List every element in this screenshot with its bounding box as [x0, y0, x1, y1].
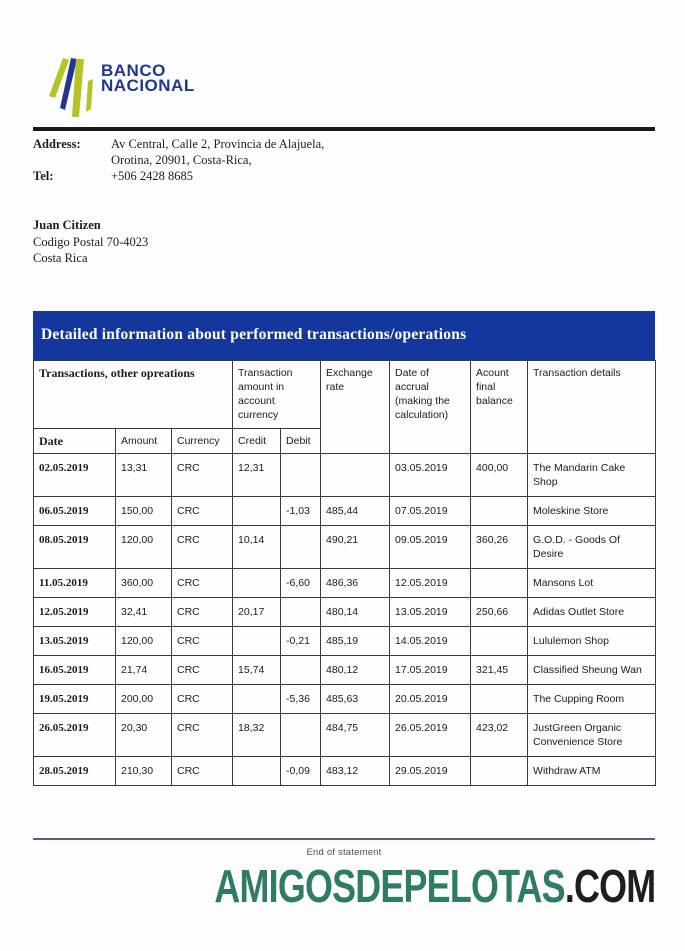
- cell-amount: 21,74: [116, 655, 172, 684]
- cell-date: 28.05.2019: [34, 756, 116, 785]
- cell-rate: 483,12: [321, 756, 390, 785]
- transactions-section: [33, 311, 655, 786]
- cell-credit: [233, 496, 281, 525]
- cell-currency: CRC: [172, 496, 233, 525]
- transaction-row: [34, 655, 656, 684]
- cell-debit: -1,03: [281, 496, 321, 525]
- cell-credit: 20,17: [233, 597, 281, 626]
- cell-rate: 480,14: [321, 597, 390, 626]
- transaction-row: [34, 756, 656, 785]
- header-currency: Currency: [172, 428, 233, 453]
- cell-accrual: 13.05.2019: [390, 597, 471, 626]
- cell-balance: 360,26: [471, 525, 528, 568]
- cell-date: 26.05.2019: [34, 713, 116, 756]
- cell-amount: 120,00: [116, 525, 172, 568]
- cell-date: 08.05.2019: [34, 525, 116, 568]
- header-amount: Amount: [116, 428, 172, 453]
- cell-amount: 200,00: [116, 684, 172, 713]
- cell-details: Withdraw ATM: [528, 756, 656, 785]
- cell-rate: [321, 453, 390, 496]
- watermark-brand-main: AMIGOSDEPELOTAS: [213, 859, 565, 912]
- cell-date: 02.05.2019: [34, 453, 116, 496]
- address-line2: Orotina, 20901, Costa-Rica,: [111, 153, 252, 167]
- cell-debit: -5,36: [281, 684, 321, 713]
- cell-balance: 423,02: [471, 713, 528, 756]
- cell-details: Moleskine Store: [528, 496, 656, 525]
- cell-debit: -0,21: [281, 626, 321, 655]
- transaction-row: [34, 597, 656, 626]
- recipient-address: Codigo Postal 70-4023: [33, 234, 149, 249]
- recipient-country: Costa Rica: [33, 251, 88, 265]
- cell-currency: CRC: [172, 568, 233, 597]
- footer-divider: [33, 838, 655, 840]
- cell-balance: [471, 756, 528, 785]
- cell-accrual: 29.05.2019: [390, 756, 471, 785]
- tel-value: +506 2428 8685: [111, 169, 194, 183]
- transaction-row: [34, 713, 656, 756]
- transaction-row: [34, 496, 656, 525]
- bank-logo-line1: BANCO: [101, 61, 166, 80]
- header-exchange-rate: Exchange rate: [321, 360, 390, 453]
- cell-debit: [281, 713, 321, 756]
- cell-balance: 321,45: [471, 655, 528, 684]
- cell-details: Classified Sheung Wan: [528, 655, 656, 684]
- cell-balance: 400,00: [471, 453, 528, 496]
- cell-currency: CRC: [172, 597, 233, 626]
- header-transactions: Transactions, other opreations: [34, 360, 233, 428]
- recipient-block: [33, 217, 655, 267]
- cell-currency: CRC: [172, 713, 233, 756]
- watermark-brand-suffix: .COM: [564, 859, 655, 912]
- cell-amount: 360,00: [116, 568, 172, 597]
- cell-rate: 490,21: [321, 525, 390, 568]
- transaction-row: [34, 626, 656, 655]
- cell-accrual: 26.05.2019: [390, 713, 471, 756]
- cell-credit: 12,31: [233, 453, 281, 496]
- cell-date: 19.05.2019: [34, 684, 116, 713]
- cell-details: G.O.D. - Goods Of Desire: [528, 525, 656, 568]
- cell-accrual: 03.05.2019: [390, 453, 471, 496]
- cell-rate: 485,19: [321, 626, 390, 655]
- address-spacer: [33, 152, 111, 168]
- cell-currency: CRC: [172, 453, 233, 496]
- cell-debit: [281, 597, 321, 626]
- cell-accrual: 17.05.2019: [390, 655, 471, 684]
- cell-balance: [471, 626, 528, 655]
- cell-rate: 485,63: [321, 684, 390, 713]
- cell-currency: CRC: [172, 756, 233, 785]
- cell-accrual: 09.05.2019: [390, 525, 471, 568]
- cell-currency: CRC: [172, 525, 233, 568]
- header-divider: [33, 127, 655, 131]
- watermark-brand: [33, 859, 655, 912]
- cell-accrual: 12.05.2019: [390, 568, 471, 597]
- cell-amount: 13,31: [116, 453, 172, 496]
- cell-amount: 150,00: [116, 496, 172, 525]
- cell-credit: [233, 568, 281, 597]
- cell-balance: [471, 496, 528, 525]
- bank-logo: [45, 54, 655, 120]
- transactions-table: [33, 360, 656, 786]
- bank-logo-text: [101, 54, 195, 93]
- address-line1: Av Central, Calle 2, Provincia de Alajuela,: [111, 137, 325, 151]
- cell-debit: [281, 525, 321, 568]
- cell-details: The Mandarin Cake Shop: [528, 453, 656, 496]
- cell-amount: 20,30: [116, 713, 172, 756]
- cell-debit: -0,09: [281, 756, 321, 785]
- transaction-row: [34, 684, 656, 713]
- cell-date: 12.05.2019: [34, 597, 116, 626]
- recipient-name: Juan Citizen: [33, 218, 101, 232]
- transaction-row: [34, 453, 656, 496]
- header-details: Transaction details: [528, 360, 656, 453]
- cell-amount: 32,41: [116, 597, 172, 626]
- cell-debit: -6,60: [281, 568, 321, 597]
- cell-credit: 15,74: [233, 655, 281, 684]
- group-header-row: [34, 360, 656, 428]
- cell-rate: 480,12: [321, 655, 390, 684]
- cell-accrual: 07.05.2019: [390, 496, 471, 525]
- cell-details: The Cupping Room: [528, 684, 656, 713]
- cell-date: 16.05.2019: [34, 655, 116, 684]
- cell-accrual: 14.05.2019: [390, 626, 471, 655]
- banco-nacional-logo-icon: [45, 54, 99, 118]
- header-debit: Debit: [281, 428, 321, 453]
- transaction-row: [34, 568, 656, 597]
- cell-date: 11.05.2019: [34, 568, 116, 597]
- cell-credit: [233, 626, 281, 655]
- transactions-tbody: [34, 453, 656, 785]
- cell-credit: [233, 756, 281, 785]
- cell-details: JustGreen Organic Convenience Store: [528, 713, 656, 756]
- cell-credit: 18,32: [233, 713, 281, 756]
- cell-currency: CRC: [172, 684, 233, 713]
- cell-credit: [233, 684, 281, 713]
- cell-details: Lululemon Shop: [528, 626, 656, 655]
- header-credit: Credit: [233, 428, 281, 453]
- transaction-row: [34, 525, 656, 568]
- cell-balance: 250,66: [471, 597, 528, 626]
- cell-rate: 485,44: [321, 496, 390, 525]
- cell-currency: CRC: [172, 655, 233, 684]
- cell-details: Adidas Outlet Store: [528, 597, 656, 626]
- cell-currency: CRC: [172, 626, 233, 655]
- cell-amount: 210,30: [116, 756, 172, 785]
- cell-date: 06.05.2019: [34, 496, 116, 525]
- address-label: Address:: [33, 137, 81, 151]
- table-title-bar: Detailed information about performed transactions/operations: [33, 311, 655, 360]
- cell-rate: 484,75: [321, 713, 390, 756]
- cell-debit: [281, 453, 321, 496]
- cell-details: Mansons Lot: [528, 568, 656, 597]
- bank-contact-block: [33, 136, 655, 184]
- cell-credit: 10,14: [233, 525, 281, 568]
- cell-amount: 120,00: [116, 626, 172, 655]
- tel-label: Tel:: [33, 169, 54, 183]
- header-date: Date: [34, 428, 116, 453]
- cell-balance: [471, 568, 528, 597]
- end-of-statement-text: End of statement: [306, 846, 382, 858]
- watermark-brand-text: [213, 859, 655, 912]
- cell-debit: [281, 655, 321, 684]
- cell-rate: 486,36: [321, 568, 390, 597]
- cell-balance: [471, 684, 528, 713]
- bank-logo-line2: NACIONAL: [101, 76, 195, 95]
- header-accrual-date: Date of accrual (making the calculation): [390, 360, 471, 453]
- header-amount-in-currency: Transaction amount in account currency: [233, 360, 321, 428]
- header-final-balance: Acount final balance: [471, 360, 528, 453]
- cell-accrual: 20.05.2019: [390, 684, 471, 713]
- cell-date: 13.05.2019: [34, 626, 116, 655]
